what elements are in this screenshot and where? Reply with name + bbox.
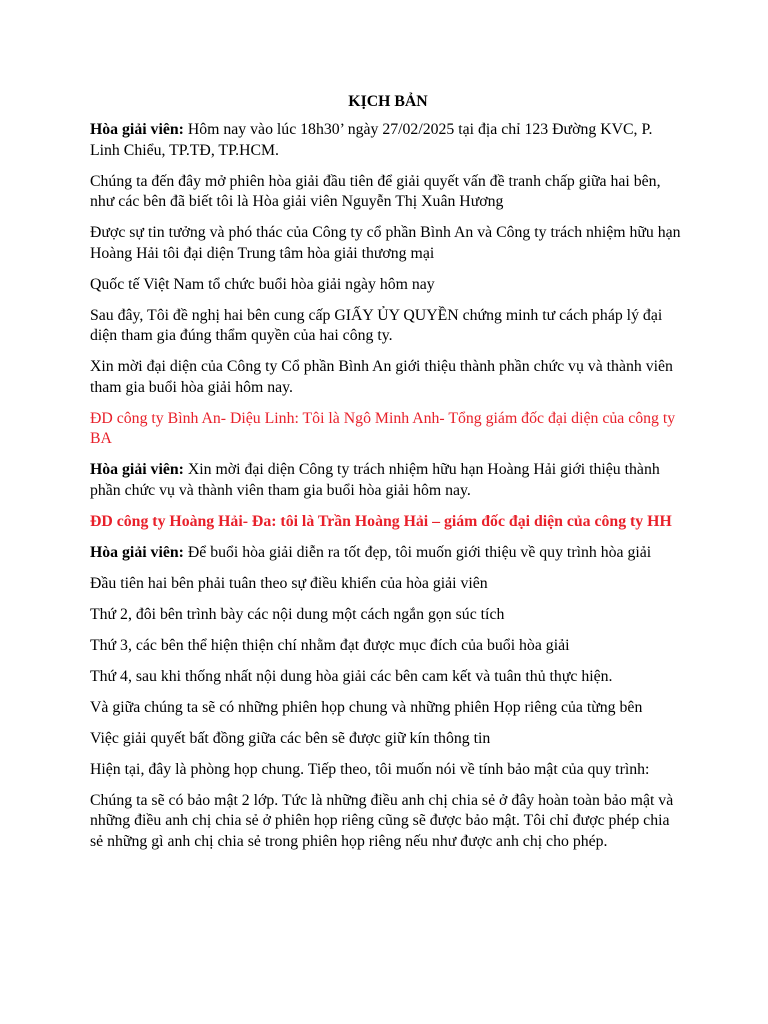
paragraph: Xin mời đại diện của Công ty Cổ phần Bình An giới thiệu thành phần chức vụ và thành viên tham gia buổi hòa giải hôm nay. xyxy=(90,358,673,396)
paragraph: Chúng ta sẽ có bảo mật 2 lớp. Tức là những điều anh chị chia sẻ ở đây hoàn toàn bảo mật và những điều anh chị chia sẻ ở phiên họp riêng cũng sẽ được bảo mật. Tôi chỉ được phép chia sẻ những gì anh chị chia sẻ trong phiên họp riêng nếu như được anh chị cho phép. xyxy=(90,791,674,850)
paragraph: Chúng ta đến đây mở phiên hòa giải đầu tiên để giải quyết vấn đề tranh chấp giữa hai bên, như các bên đã biết tôi là Hòa giải viên Nguyễn Thị Xuân Hương xyxy=(90,172,661,210)
paragraph-mediator-invite xyxy=(90,460,686,501)
paragraph-text: ĐD công ty Hoàng Hải- Đa: tôi là Trần Hoàng Hải – giám đốc đại diện của công ty HH xyxy=(90,512,672,530)
paragraph-opening xyxy=(90,120,686,161)
paragraph: Quốc tế Việt Nam tổ chức buổi hòa giải ngày hôm nay xyxy=(90,275,435,293)
paragraph: Hiện tại, đây là phòng họp chung. Tiếp theo, tôi muốn nói về tính bảo mật của quy trình: xyxy=(90,760,650,778)
paragraph-hoang-hai-representative xyxy=(90,512,686,533)
paragraph: Đầu tiên hai bên phải tuân theo sự điều khiển của hòa giải viên xyxy=(90,574,488,592)
speaker-label: ĐD công ty Bình An- Diệu Linh: xyxy=(90,409,299,427)
paragraph-text: Để buổi hòa giải diễn ra tốt đẹp, tôi muốn giới thiệu về quy trình hòa giải xyxy=(183,543,652,561)
paragraph-text: Hôm nay vào lúc 18h30’ ngày 27/02/2025 tại địa chỉ 123 Đường KVC, P. Linh Chiểu, TP.TĐ, TP.HCM. xyxy=(90,121,653,159)
paragraph: Và giữa chúng ta sẽ có những phiên họp chung và những phiên Họp riêng của từng bên xyxy=(90,698,643,716)
paragraph-text: Tôi là Ngô Minh Anh- Tổng giám đốc đại diện của công ty BA xyxy=(90,409,676,447)
paragraph: Được sự tin tưởng và phó thác của Công ty cổ phần Bình An và Công ty trách nhiệm hữu hạn Hoàng Hải tôi đại diện Trung tâm hòa giải thương mại xyxy=(90,224,681,262)
paragraph-process-intro xyxy=(90,543,686,564)
speaker-label: Hòa giải viên: xyxy=(90,121,184,138)
speaker-label: Hòa giải viên: xyxy=(90,461,184,478)
paragraph-text: Xin mời đại diện Công ty trách nhiệm hữu hạn Hoàng Hải giới thiệu thành phần chức vụ và thành viên tham gia buổi hòa giải hôm nay. xyxy=(90,461,660,499)
paragraph: Thứ 4, sau khi thống nhất nội dung hòa giải các bên cam kết và tuân thủ thực hiện. xyxy=(90,667,613,685)
document-page xyxy=(90,92,686,863)
speaker-label: Hòa giải viên: xyxy=(90,543,184,561)
document-title: KỊCH BẢN xyxy=(348,93,428,110)
paragraph: Sau đây, Tôi đề nghị hai bên cung cấp GIẤY ỦY QUYỀN chứng minh tư cách pháp lý đại diện tham gia đúng thẩm quyền của hai công ty. xyxy=(90,306,663,344)
paragraph: Thứ 3, các bên thể hiện thiện chí nhằm đạt được mục đích của buổi hòa giải xyxy=(90,636,570,654)
paragraph: Việc giải quyết bất đồng giữa các bên sẽ được giữ kín thông tin xyxy=(90,729,491,747)
paragraph-binh-an-representative xyxy=(90,409,686,450)
paragraph: Thứ 2, đôi bên trình bày các nội dung một cách ngắn gọn súc tích xyxy=(90,605,505,623)
